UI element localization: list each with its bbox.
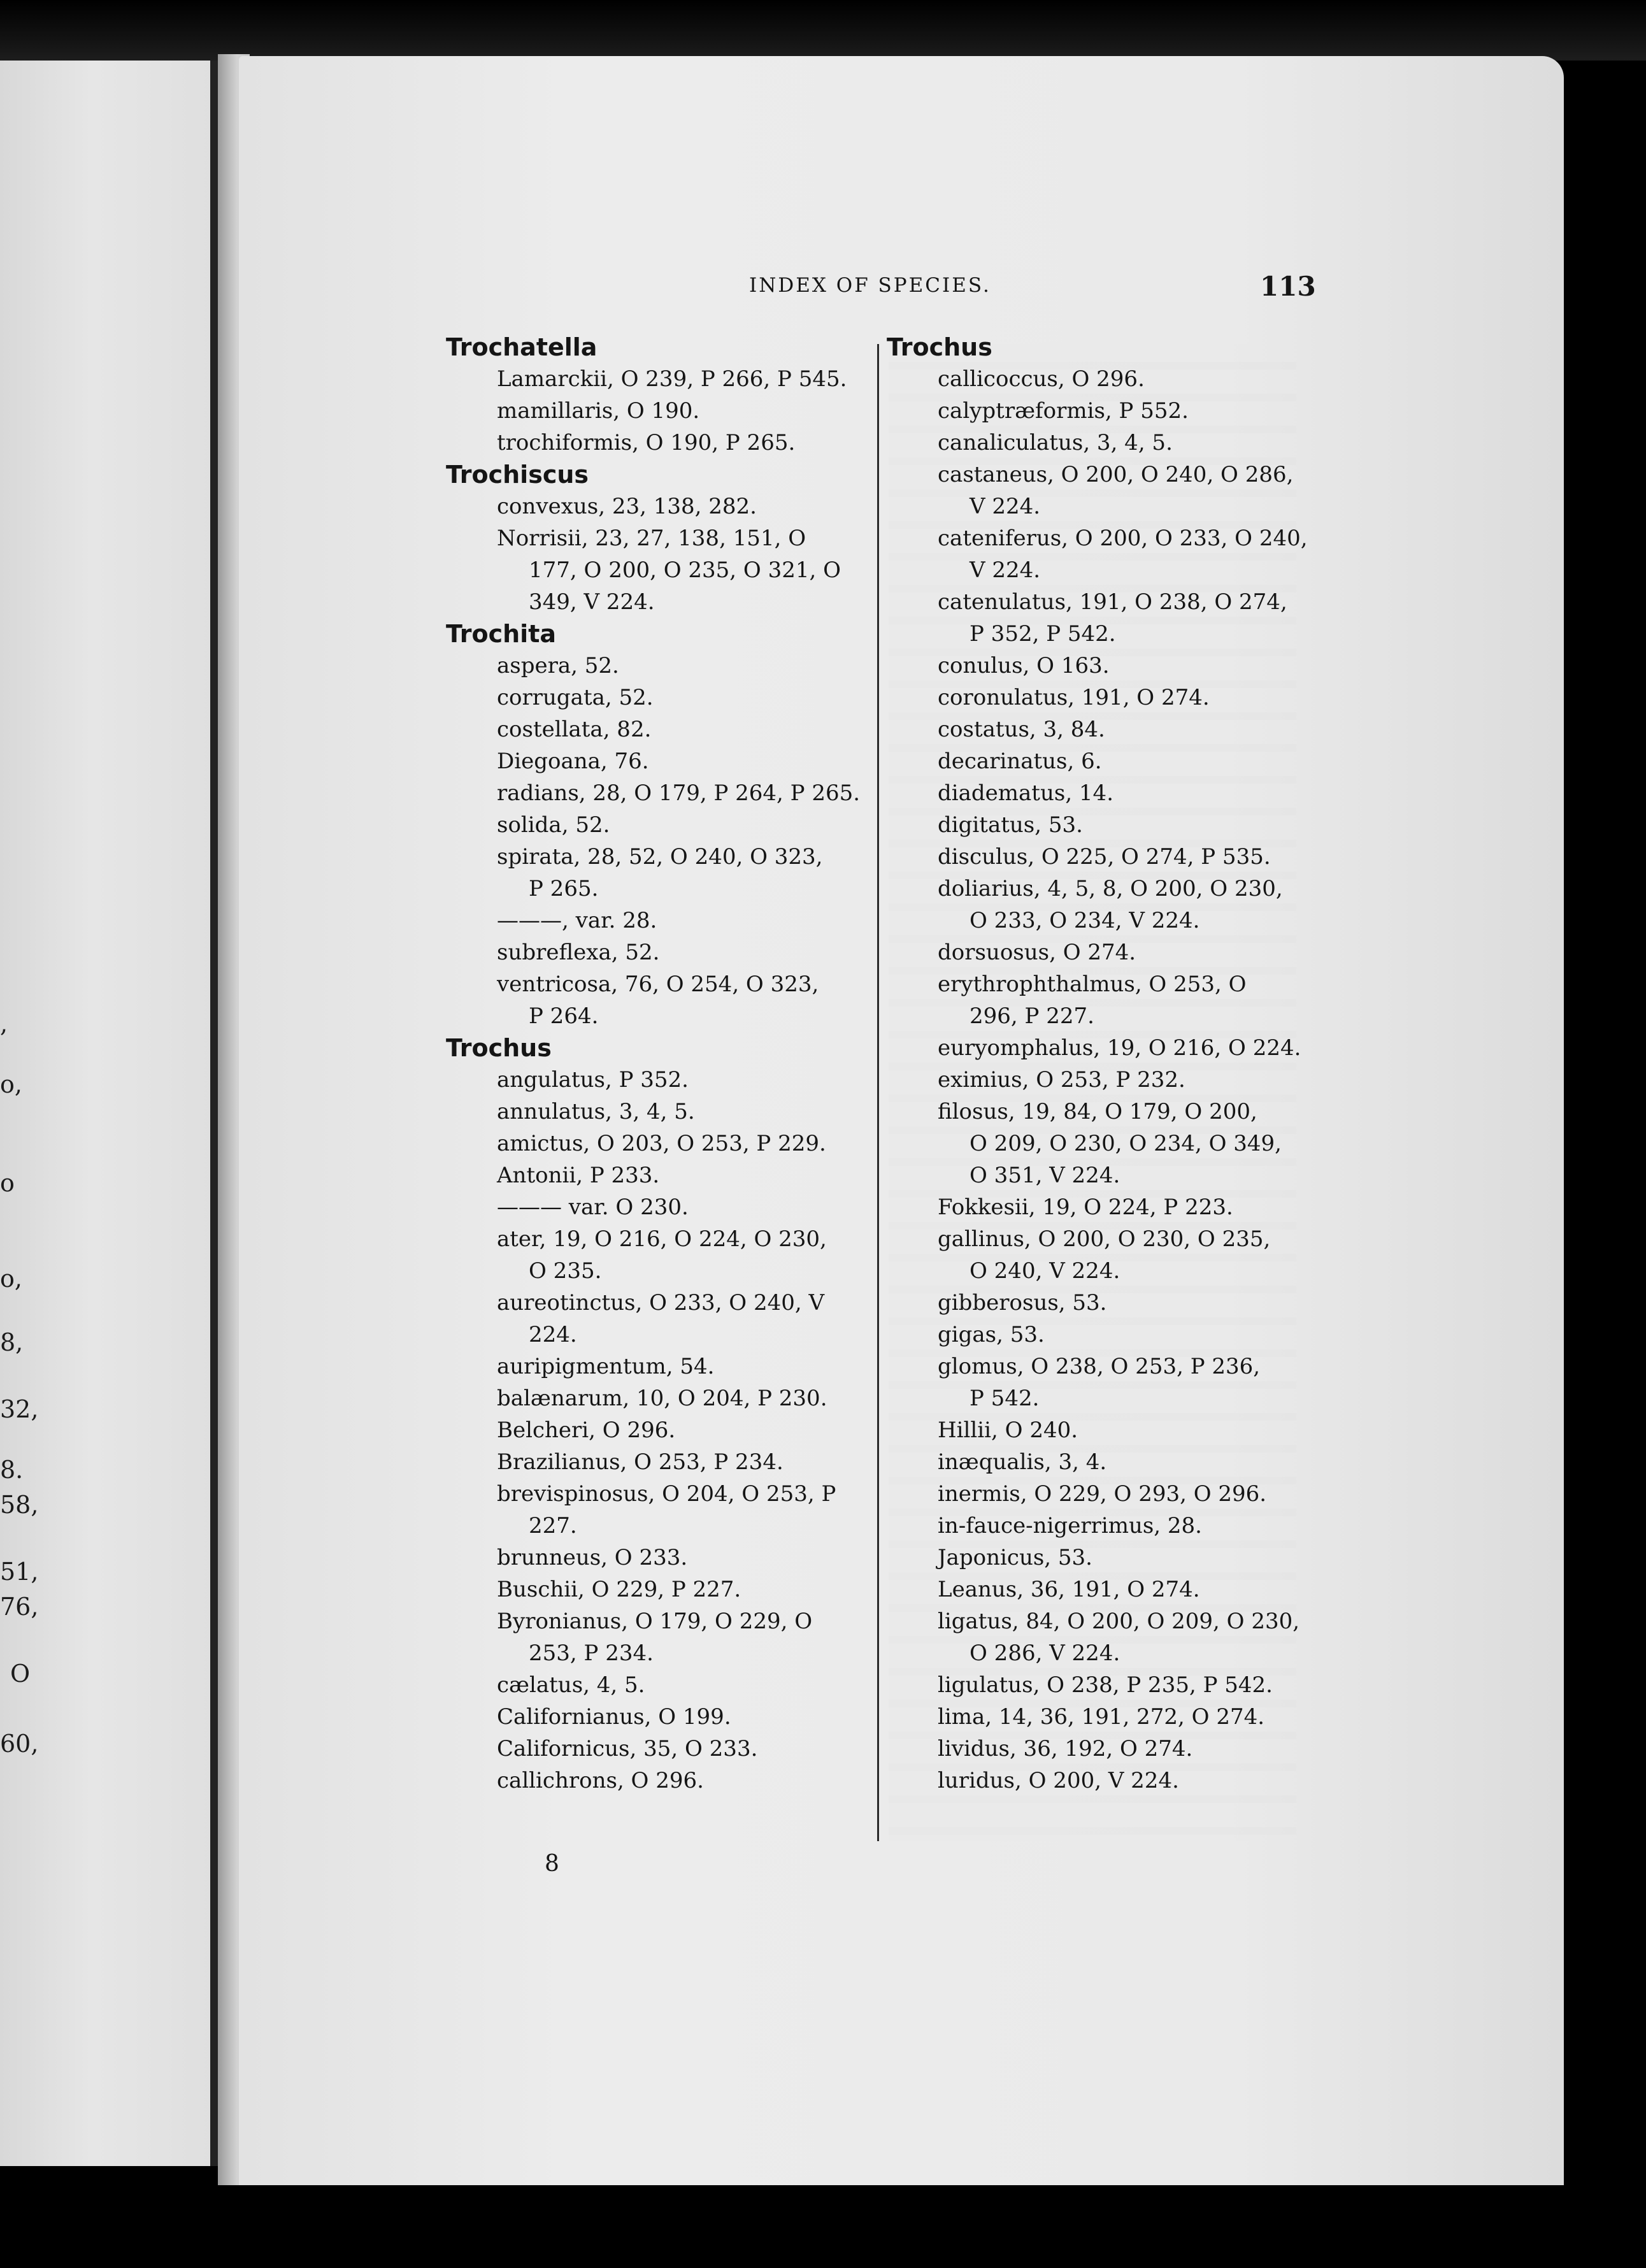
species-line: lividus, 36, 192, O 274. (938, 1736, 1193, 1762)
species-line: aspera, 52. (497, 653, 619, 678)
species-line: Buschii, O 229, P 227. (497, 1577, 741, 1602)
species-entry (446, 1605, 905, 1669)
facing-page-fragment: 58, (0, 1491, 39, 1519)
species-entry (446, 1287, 905, 1351)
species-continuation-line: P 264. (529, 1003, 599, 1029)
species-entry (446, 1669, 905, 1701)
species-line: glomus, O 238, O 253, P 236, (938, 1354, 1261, 1379)
species-line: spirata, 28, 52, O 240, O 323, (497, 844, 823, 870)
species-entry (446, 905, 905, 937)
species-entry (446, 1733, 905, 1765)
species-entry (446, 1701, 905, 1733)
species-line: lima, 14, 36, 191, 272, O 274. (938, 1704, 1265, 1730)
species-line: subreflexa, 52. (497, 940, 660, 965)
species-entry (446, 395, 905, 427)
species-entry (887, 459, 1345, 522)
species-entry (446, 1542, 905, 1574)
species-line: costatus, 3, 84. (938, 717, 1105, 742)
facing-page-fragment: o (0, 1169, 15, 1197)
facing-page-fragment: o, (0, 1265, 22, 1293)
genus-block (446, 1032, 905, 1797)
species-entry (887, 586, 1345, 650)
species-continuation-line: 177, O 200, O 235, O 321, O (529, 557, 841, 583)
species-line: disculus, O 225, O 274, P 535. (938, 844, 1271, 870)
species-entry (887, 522, 1345, 586)
species-line: balænarum, 10, O 204, P 230. (497, 1386, 827, 1411)
species-entry (446, 841, 905, 905)
species-entry (887, 809, 1345, 841)
species-continuation-line: O 286, V 224. (970, 1640, 1120, 1666)
facing-page-left (0, 61, 229, 2166)
species-line: ventricosa, 76, O 254, O 323, (497, 972, 819, 997)
species-entry (887, 1510, 1345, 1542)
species-entry (446, 427, 905, 459)
species-entry (887, 1064, 1345, 1096)
species-entry (446, 1128, 905, 1159)
species-entry (446, 1096, 905, 1128)
facing-page-fragment: , (0, 1010, 8, 1038)
index-column-left (446, 331, 905, 1797)
species-line: costellata, 82. (497, 717, 652, 742)
index-column-right (887, 331, 1345, 1797)
species-entry (887, 1223, 1345, 1287)
species-continuation-line: 224. (529, 1322, 577, 1347)
species-line: Diegoana, 76. (497, 749, 649, 774)
species-line: Leanus, 36, 191, O 274. (938, 1577, 1200, 1602)
species-continuation-line: O 351, V 224. (970, 1163, 1120, 1188)
species-entry (446, 363, 905, 395)
species-line: ater, 19, O 216, O 224, O 230, (497, 1226, 827, 1252)
species-line: Norrisii, 23, 27, 138, 151, O (497, 526, 806, 551)
species-entry (887, 873, 1345, 937)
species-entry (887, 714, 1345, 745)
species-line: gibberosus, 53. (938, 1290, 1107, 1316)
species-line: gigas, 53. (938, 1322, 1045, 1347)
genus-heading: Trochiscus (446, 461, 589, 489)
species-entry (887, 1191, 1345, 1223)
species-line: filosus, 19, 84, O 179, O 200, (938, 1099, 1257, 1124)
species-continuation-line: 253, P 234. (529, 1640, 654, 1666)
species-entry (887, 841, 1345, 873)
species-continuation-line: O 240, V 224. (970, 1258, 1120, 1284)
species-entry (887, 1733, 1345, 1765)
genus-block (446, 331, 905, 459)
species-line: cateniferus, O 200, O 233, O 240, (938, 526, 1308, 551)
species-entry (887, 745, 1345, 777)
species-line: ——— var. O 230. (497, 1195, 689, 1220)
genus-block (446, 459, 905, 618)
species-line: mamillaris, O 190. (497, 398, 700, 424)
scan-bottom-shadow (0, 2185, 1646, 2268)
species-line: inermis, O 229, O 293, O 296. (938, 1481, 1267, 1507)
species-line: Antonii, P 233. (497, 1163, 660, 1188)
species-line: Californianus, O 199. (497, 1704, 731, 1730)
facing-page-fragment: 8, (0, 1328, 24, 1356)
facing-page-fragment: 32, (0, 1395, 39, 1423)
species-entry (887, 650, 1345, 682)
genus-heading: Trochita (446, 620, 557, 648)
species-line: Japonicus, 53. (938, 1545, 1092, 1570)
species-entry (446, 1351, 905, 1382)
species-line: Californicus, 35, O 233. (497, 1736, 758, 1762)
facing-page-edge (210, 61, 218, 2166)
species-continuation-line: 349, V 224. (529, 589, 655, 615)
species-line: gallinus, O 200, O 230, O 235, (938, 1226, 1271, 1252)
species-line: inæqualis, 3, 4. (938, 1449, 1107, 1475)
species-continuation-line: V 224. (970, 557, 1041, 583)
facing-page-fragment: o, (0, 1070, 22, 1098)
species-line: canaliculatus, 3, 4, 5. (938, 430, 1173, 456)
species-entry (887, 395, 1345, 427)
species-line: cælatus, 4, 5. (497, 1672, 645, 1698)
species-line: aureotinctus, O 233, O 240, V (497, 1290, 825, 1316)
species-entry (887, 1765, 1345, 1797)
species-line: Fokkesii, 19, O 224, P 223. (938, 1195, 1233, 1220)
species-entry (887, 427, 1345, 459)
species-entry (446, 1478, 905, 1542)
species-line: corrugata, 52. (497, 685, 654, 710)
species-continuation-line: P 265. (529, 876, 599, 901)
species-line: Belcheri, O 296. (497, 1418, 676, 1443)
species-entry (887, 1701, 1345, 1733)
species-line: trochiformis, O 190, P 265. (497, 430, 796, 456)
species-line: coronulatus, 191, O 274. (938, 685, 1210, 710)
page-number: 113 (1260, 271, 1316, 302)
facing-page-fragment: 51, (0, 1558, 39, 1586)
facing-page-fragment: 60, (0, 1730, 39, 1758)
species-line: conulus, O 163. (938, 653, 1110, 678)
species-entry (887, 937, 1345, 968)
species-entry (446, 809, 905, 841)
species-continuation-line: 227. (529, 1513, 577, 1539)
species-line: Hillii, O 240. (938, 1418, 1078, 1443)
species-line: callichrons, O 296. (497, 1768, 704, 1793)
species-line: Brazilianus, O 253, P 234. (497, 1449, 784, 1475)
species-entry (446, 1159, 905, 1191)
species-line: catenulatus, 191, O 238, O 274, (938, 589, 1287, 615)
species-line: Byronianus, O 179, O 229, O (497, 1609, 813, 1634)
species-line: callicoccus, O 296. (938, 366, 1145, 392)
facing-page-fragment: O (10, 1660, 31, 1688)
species-entry (446, 522, 905, 618)
species-line: Lamarckii, O 239, P 266, P 545. (497, 366, 847, 392)
species-entry (887, 1096, 1345, 1191)
species-entry (887, 363, 1345, 395)
species-continuation-line: O 209, O 230, O 234, O 349, (970, 1131, 1282, 1156)
species-continuation-line: O 235. (529, 1258, 602, 1284)
species-line: dorsuosus, O 274. (938, 940, 1136, 965)
species-entry (446, 745, 905, 777)
species-entry (446, 650, 905, 682)
species-entry (446, 1765, 905, 1797)
species-entry (887, 777, 1345, 809)
species-line: euryomphalus, 19, O 216, O 224. (938, 1035, 1301, 1061)
species-line: luridus, O 200, V 224. (938, 1768, 1179, 1793)
species-entry (446, 1446, 905, 1478)
species-entry (887, 1287, 1345, 1319)
species-entry (446, 1382, 905, 1414)
species-line: ———, var. 28. (497, 908, 657, 933)
species-entry (446, 777, 905, 809)
species-continuation-line: 296, P 227. (970, 1003, 1094, 1029)
species-line: diadematus, 14. (938, 780, 1114, 806)
scan-top-shadow (0, 0, 1646, 61)
species-entry (446, 1223, 905, 1287)
species-entry (446, 968, 905, 1032)
species-entry (446, 1191, 905, 1223)
species-line: calyptræformis, P 552. (938, 398, 1189, 424)
species-entry (446, 1414, 905, 1446)
species-line: digitatus, 53. (938, 812, 1083, 838)
species-entry (887, 1032, 1345, 1064)
species-entry (887, 1605, 1345, 1669)
species-line: radians, 28, O 179, P 264, P 265. (497, 780, 861, 806)
species-entry (887, 1478, 1345, 1510)
species-entry (446, 682, 905, 714)
genus-block (887, 331, 1345, 1797)
genus-heading: Trochus (446, 1034, 552, 1062)
species-line: convexus, 23, 138, 282. (497, 494, 757, 519)
species-continuation-line: P 352, P 542. (970, 621, 1116, 647)
running-head: INDEX OF SPECIES. (749, 274, 991, 297)
species-entry (887, 1319, 1345, 1351)
species-line: doliarius, 4, 5, 8, O 200, O 230, (938, 876, 1283, 901)
species-line: auripigmentum, 54. (497, 1354, 715, 1379)
species-line: ligulatus, O 238, P 235, P 542. (938, 1672, 1273, 1698)
species-line: eximius, O 253, P 232. (938, 1067, 1185, 1093)
species-continuation-line: V 224. (970, 494, 1041, 519)
species-entry (887, 1414, 1345, 1446)
species-entry (887, 1446, 1345, 1478)
species-line: solida, 52. (497, 812, 610, 838)
species-entry (446, 1064, 905, 1096)
species-line: brevispinosus, O 204, O 253, P (497, 1481, 836, 1507)
facing-page-fragment: 8. (0, 1456, 24, 1484)
signature-mark: 8 (545, 1851, 559, 1877)
species-continuation-line: P 542. (970, 1386, 1040, 1411)
species-line: angulatus, P 352. (497, 1067, 689, 1093)
species-entry (887, 968, 1345, 1032)
species-entry (887, 682, 1345, 714)
species-line: ligatus, 84, O 200, O 209, O 230, (938, 1609, 1300, 1634)
species-line: brunneus, O 233. (497, 1545, 688, 1570)
species-line: amictus, O 203, O 253, P 229. (497, 1131, 826, 1156)
genus-heading: Trochatella (446, 333, 598, 361)
species-line: erythrophthalmus, O 253, O (938, 972, 1247, 997)
species-entry (887, 1351, 1345, 1414)
species-entry (887, 1669, 1345, 1701)
genus-block (446, 618, 905, 1032)
species-entry (446, 937, 905, 968)
species-entry (446, 714, 905, 745)
species-line: annulatus, 3, 4, 5. (497, 1099, 695, 1124)
species-entry (887, 1542, 1345, 1574)
species-line: decarinatus, 6. (938, 749, 1102, 774)
species-continuation-line: O 233, O 234, V 224. (970, 908, 1200, 933)
genus-heading: Trochus (887, 333, 992, 361)
species-line: castaneus, O 200, O 240, O 286, (938, 462, 1294, 487)
species-line: in-fauce-nigerrimus, 28. (938, 1513, 1202, 1539)
species-entry (446, 491, 905, 522)
species-entry (446, 1574, 905, 1605)
facing-page-fragment: 76, (0, 1593, 39, 1621)
species-entry (887, 1574, 1345, 1605)
